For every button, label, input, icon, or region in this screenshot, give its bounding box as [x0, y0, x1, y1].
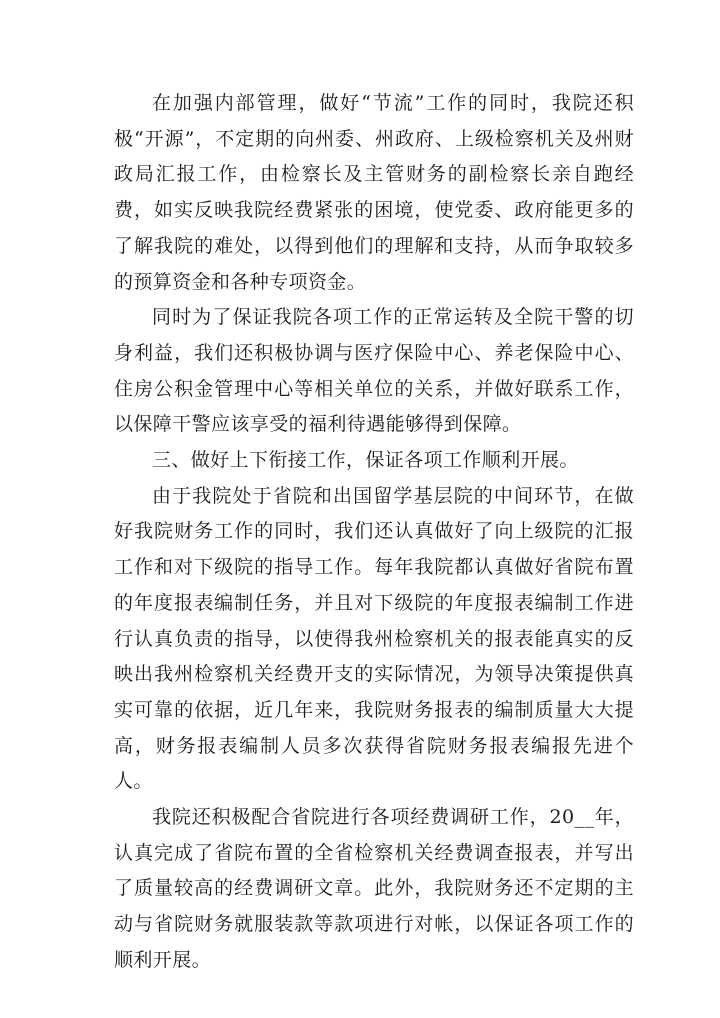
paragraph-research-work: 我院还积极配合省院进行各项经费调研工作，20__年，认真完成了省院布置的全省检察机关经费调查报表，并写出了质量较高的经费调研文章。此外，我院财务还不定期的主动与省院财务就服装款等款项进行对帐，以保证各项工作的顺利开展。: [114, 806, 634, 971]
paragraph-fundraising: 在加强内部管理，做好“节流”工作的同时，我院还积极“开源”，不定期的向州委、州政府、上级检察机关及州财政局汇报工作，由检察长及主管财务的副检察长亲自跑经费，如实反映我院经费紧张的困境，使党委、政府能更多的了解我院的难处，以得到他们的理解和支持，从而争取较多的预算资金和各种专项资金。: [114, 92, 634, 293]
section-heading-coordination: 三、做好上下衔接工作，保证各项工作顺利开展。: [152, 449, 579, 472]
document-body: [114, 86, 634, 979]
paragraph-reporting-guidance: 由于我院处于省院和出国留学基层院的中间环节，在做好我院财务工作的同时，我们还认真做好了向上级院的汇报工作和对下级院的指导工作。每年我院都认真做好省院布置的年度报表编制任务，并且对下级院的年度报表编制工作进行认真负责的指导，以使得我州检察机关的报表能真实的反映出我州检察机关经费开支的实际情况，为领导决策提供真实可靠的依据，近几年来，我院财务报表的编制质量大大提高，财务报表编制人员多次获得省院财务报表编报先进个人。: [114, 484, 634, 793]
paragraph-staff-benefits: 同时为了保证我院各项工作的正常运转及全院干警的切身利益，我们还积极协调与医疗保险中心、养老保险中心、住房公积金管理中心等相关单位的关系，并做好联系工作，以保障干警应该享受的福利待遇能够得到保障。: [114, 306, 634, 436]
